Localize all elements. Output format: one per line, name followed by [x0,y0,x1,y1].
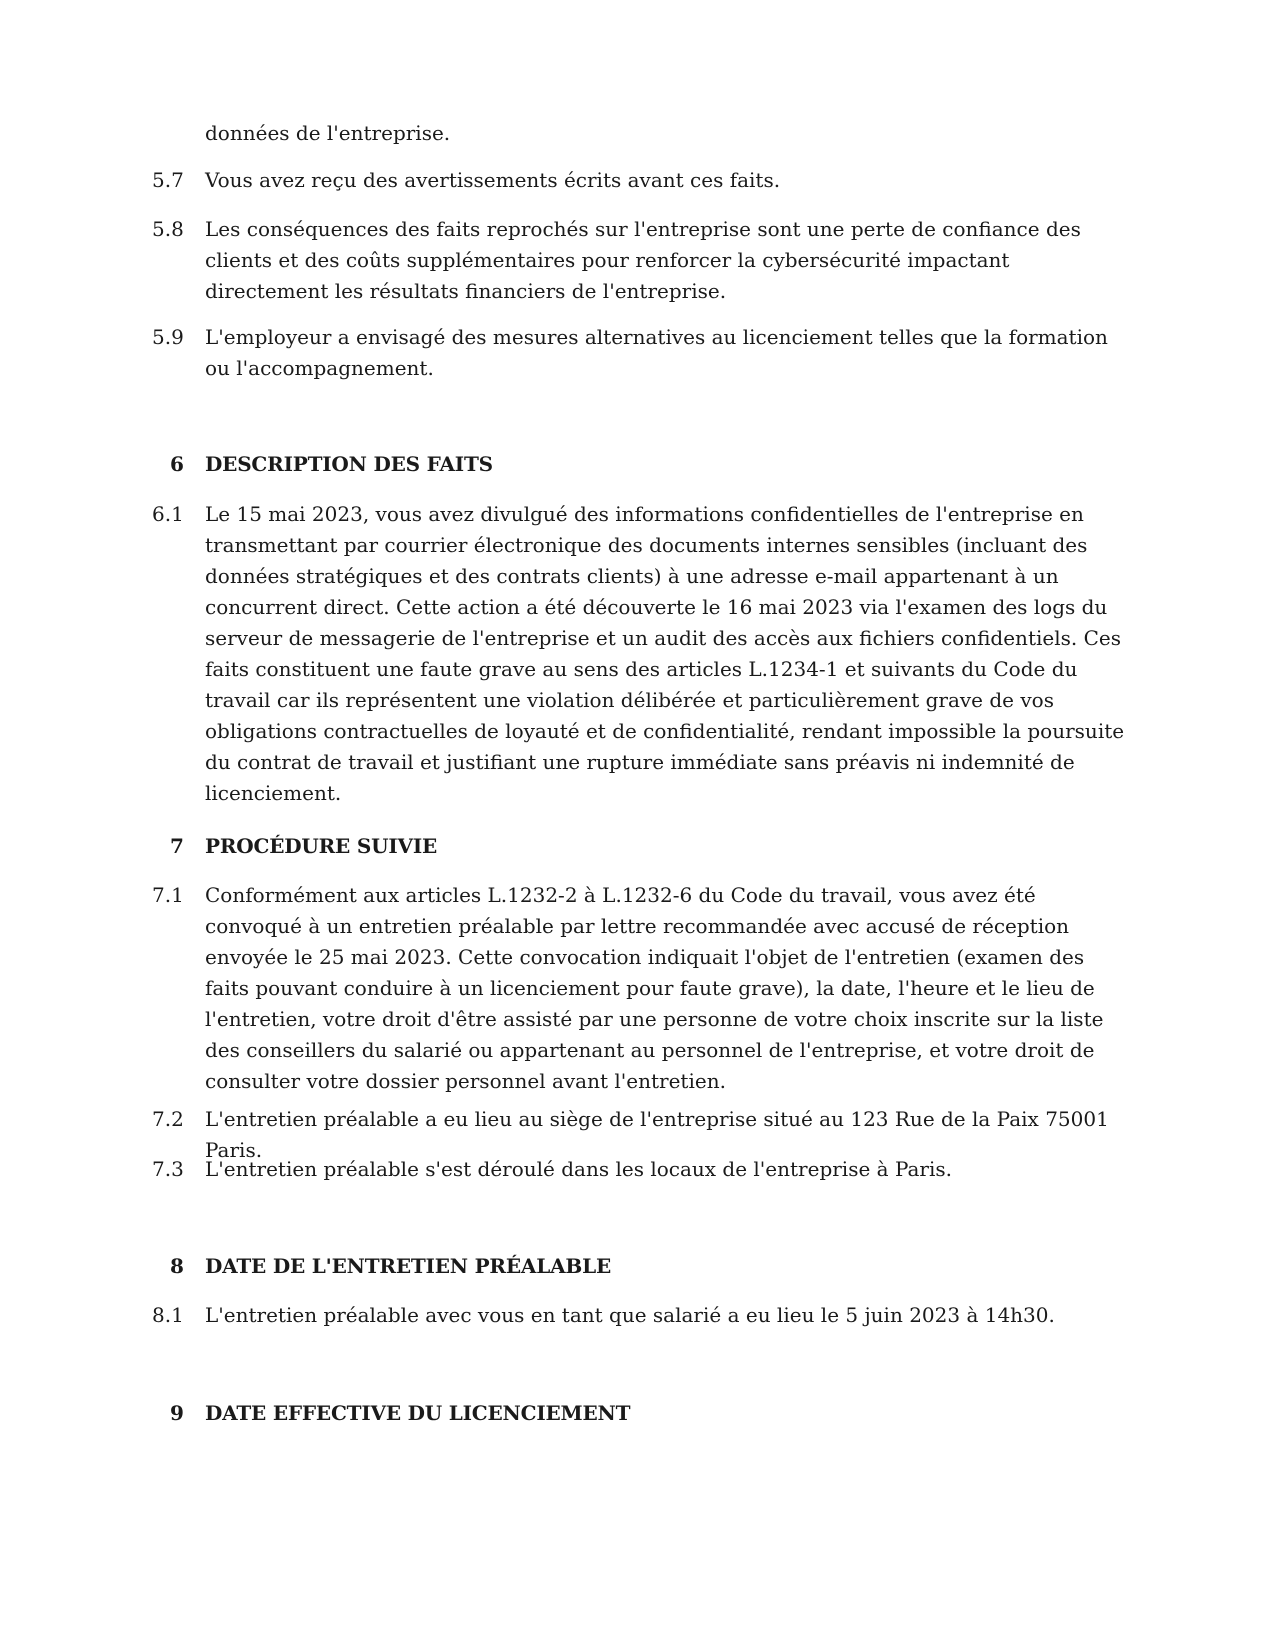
section-title: DATE DE L'ENTRETIEN PRÉALABLE [205,1254,612,1278]
clause-number: 5.8 [152,217,184,241]
clause-number: 7.1 [152,883,184,907]
section-number: 9 [170,1401,184,1425]
clause-number: 7.2 [152,1107,184,1131]
clause-number: 6.1 [152,502,184,526]
clause-text: L'entretien préalable avec vous en tant que salarié a eu lieu le 5 juin 2023 à 14h30. [205,1303,1055,1327]
clause-text: L'entretien préalable s'est déroulé dans les locaux de l'entreprise à Paris. [205,1157,953,1181]
clause-text: L'entretien préalable a eu lieu au siège de l'entreprise situé au 123 Rue de la Paix 75001 Paris. [205,1107,1109,1162]
clause-text: Le 15 mai 2023, vous avez divulgué des informations confidentielles de l'entreprise en transmettant par courrier électronique des documents internes sensibles (incluant des données stratégiques et des contrats clients) à une adresse e-mail appartenant à un concurrent direct. Cette action a été découverte le 16 mai 2023 via l'examen des logs du serveur de messagerie de l'entreprise et un audit des accès aux fichiers confidentiels. Ces faits constituent une faute grave au sens des articles L.1234-1 et suivants du Code du travail car ils représentent une violation délibérée et particulièrement grave de vos obligations contractuelles de loyauté et de confidentialité, rendant impossible la poursuite du contrat de travail et justifiant une rupture immédiate sans préavis ni indemnité de licenciement. [205,502,1125,805]
clause-number: 5.9 [152,325,184,349]
section-title: DATE EFFECTIVE DU LICENCIEMENT [205,1401,631,1425]
clause-number: 7.3 [152,1157,184,1181]
section-title: DESCRIPTION DES FAITS [205,452,493,476]
section-number: 6 [170,452,184,476]
section-number: 8 [170,1254,184,1278]
section-number: 7 [170,834,184,858]
clause-number: 5.7 [152,168,184,192]
clause-text: L'employeur a envisagé des mesures alternatives au licenciement telles que la formation ou l'accompagnement. [205,325,1108,380]
section-title: PROCÉDURE SUIVIE [205,834,438,858]
clause-number: 8.1 [152,1303,184,1327]
clause-text: Les conséquences des faits reprochés sur l'entreprise sont une perte de confiance des clients et des coûts supplémentaires pour renforcer la cybersécurité impactant directement les résultats financiers de l'entreprise. [205,217,1081,303]
continuation-paragraph: données de l'entreprise. [205,121,451,145]
clause-text: Conformément aux articles L.1232-2 à L.1232-6 du Code du travail, vous avez été convoqué à un entretien préalable par lettre recommandée avec accusé de réception envoyée le 25 mai 2023. Cette convocation indiquait l'objet de l'entretien (examen des faits pouvant conduire à un licenciement pour faute grave), la date, l'heure et le lieu de l'entretien, votre droit d'être assisté par une personne de votre choix inscrite sur la liste des conseillers du salarié ou appartenant au personnel de l'entreprise, et votre droit de consulter votre dossier personnel avant l'entretien. [205,883,1104,1093]
clause-text: Vous avez reçu des avertissements écrits avant ces faits. [205,168,781,192]
